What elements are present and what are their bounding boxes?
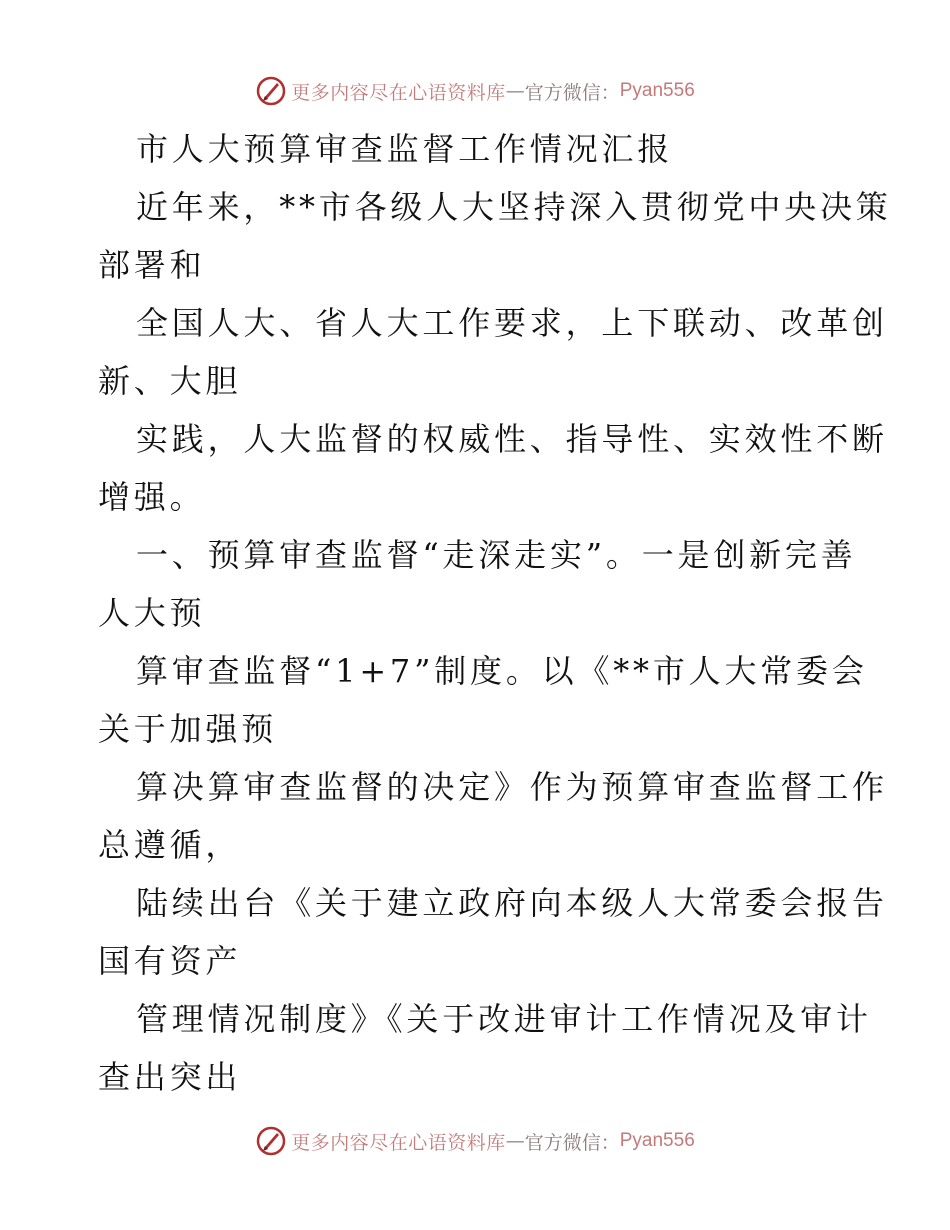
text-line: 管理情况制度》《关于改进审计工作情况及审计 xyxy=(136,1000,872,1038)
header-banner xyxy=(0,71,950,111)
text-line: 全国人大、省人大工作要求，上下联动、改革创 xyxy=(136,304,888,342)
banner-wechat-label: 官方微信： xyxy=(524,81,620,104)
text-line: 国有资产 xyxy=(98,942,242,980)
quill-logo-icon xyxy=(255,1125,287,1157)
text-line: 增强。 xyxy=(98,478,206,516)
text-line: 总遵循， xyxy=(98,826,242,864)
text-line: 陆续出台《关于建立政府向本级人大常委会报告 xyxy=(136,884,888,922)
text-line: 算审查监督“1+7”制度。以《**市人大常委会 xyxy=(136,652,868,690)
text-line: 实践，人大监督的权威性、指导性、实效性不断 xyxy=(136,420,888,458)
banner-wechat-id: Pyan556 xyxy=(619,1130,695,1151)
text-line: 近年来，**市各级人大坚持深入贯彻党中央决策 xyxy=(136,188,892,226)
text-line: 人大预 xyxy=(98,594,206,632)
banner-dash: — xyxy=(505,1130,525,1152)
banner-wechat-id: Pyan556 xyxy=(619,80,695,101)
banner-dash: — xyxy=(505,80,525,102)
footer-banner xyxy=(0,1121,950,1161)
banner-brand-text: 更多内容尽在心语资料库 xyxy=(291,81,506,104)
text-line: 关于加强预 xyxy=(98,710,278,748)
document-body xyxy=(98,120,892,1106)
text-line: 新、大胆 xyxy=(98,362,242,400)
banner-brand-text: 更多内容尽在心语资料库 xyxy=(291,1131,506,1154)
text-line: 算决算审查监督的决定》作为预算审查监督工作 xyxy=(136,768,888,806)
document-title: 市人大预算审查监督工作情况汇报 xyxy=(136,130,674,168)
text-line: 查出突出 xyxy=(98,1058,242,1096)
quill-logo-icon xyxy=(255,75,287,107)
text-line: 部署和 xyxy=(98,246,206,284)
text-line: 一、预算审查监督“走深走实”。一是创新完善 xyxy=(136,536,857,574)
banner-wechat-label: 官方微信： xyxy=(524,1131,620,1154)
